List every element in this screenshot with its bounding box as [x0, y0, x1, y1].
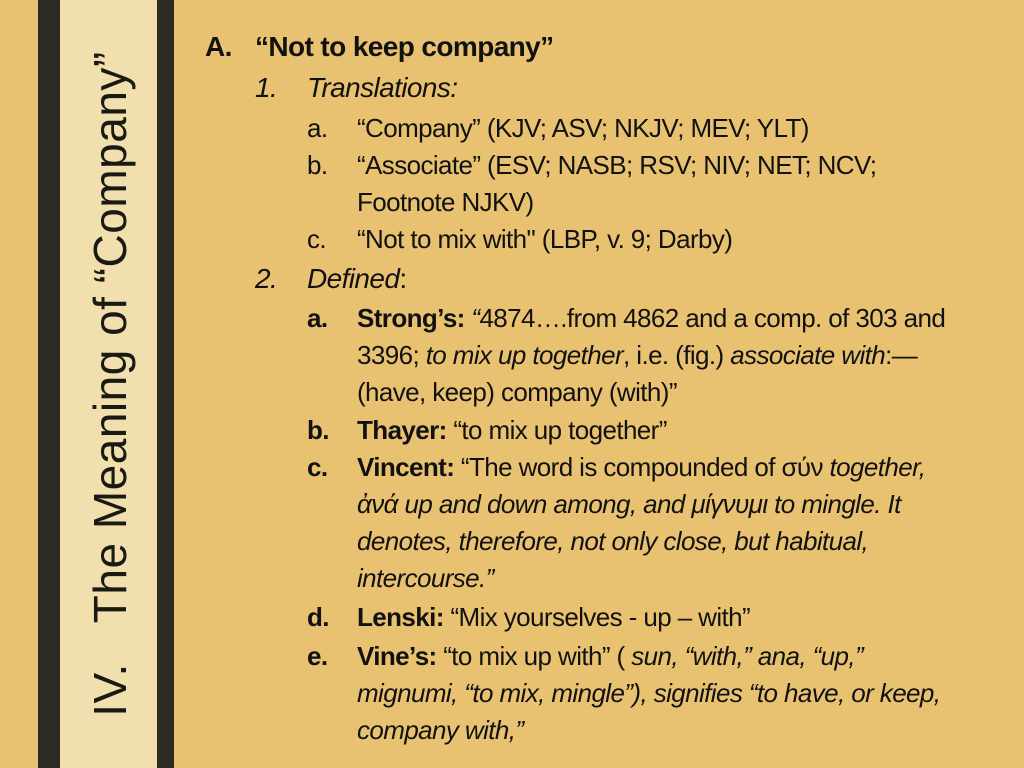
vincent-text-1a: “The word is compounded of σύν: [454, 452, 830, 482]
translation-item-b-text: “Associate” (ESV; NASB; RSV; NIV; NET; NCV;: [357, 150, 877, 180]
translation-item-b-label: b.: [307, 150, 328, 180]
vines-line-1-text: [357, 638, 863, 675]
vincent-text-3: denotes, therefore, not only close, but habitual,: [357, 526, 869, 556]
section-title: “Not to keep company”: [255, 31, 554, 62]
vincent-text-1b: together,: [829, 452, 926, 482]
translation-item-b-text-2: Footnote NJKV): [357, 187, 534, 217]
strongs-text-2c: , i.e. (fig.): [623, 340, 731, 370]
lenski-source: Lenski:: [357, 602, 444, 632]
vines-text-1a: “to mix up with” (: [436, 641, 625, 671]
vincent-text-4: intercourse.”: [357, 563, 494, 593]
thayer-line-text: [357, 412, 667, 449]
translation-item-c-text: “Not to mix with" (LBP, v. 9; Darby): [357, 224, 733, 254]
thayer-label: b.: [307, 415, 329, 445]
strongs-text-2a: 3396;: [357, 340, 426, 370]
defined-title-wrap: [307, 260, 407, 297]
strongs-text-2d: associate with: [730, 340, 886, 370]
lenski-text: “Mix yourselves - up – with”: [443, 602, 751, 632]
strongs-text-2e: :—: [885, 340, 918, 370]
side-title-number: IV.: [84, 663, 136, 717]
defined-label: 2.: [255, 263, 278, 294]
side-title-text: The Meaning of “Company”: [84, 51, 136, 624]
strongs-text-1: 4874….from 4862 and a comp. of 303 and: [479, 303, 946, 333]
strongs-text-3: (have, keep) company (with)”: [357, 377, 677, 407]
strongs-source: Strong’s:: [357, 303, 465, 333]
strongs-text-2b: to mix up together: [425, 340, 624, 370]
defined-colon: :: [399, 263, 407, 294]
lenski-label: d.: [307, 602, 329, 632]
defined-title: Defined: [307, 263, 400, 294]
translations-title: Translations:: [307, 72, 458, 103]
translation-item-a-text: “Company” (KJV; ASV; NKJV; MEV; YLT): [357, 113, 809, 143]
strongs-line-2-text: [357, 337, 917, 374]
vines-source: Vine’s:: [357, 641, 437, 671]
strongs-open-quote: “: [464, 303, 480, 333]
vincent-line-1-text: [357, 449, 925, 486]
section-label: A.: [205, 31, 232, 62]
vines-text-3: company with,”: [357, 715, 524, 745]
vincent-text-2: ἀνά up and down among, and μίγνυμι to mingle. It: [357, 489, 901, 519]
vincent-label: c.: [307, 452, 328, 482]
translation-item-a-label: a.: [307, 113, 328, 143]
translation-item-c-label: c.: [307, 224, 327, 254]
vincent-source: Vincent:: [357, 452, 455, 482]
lenski-line-text: [357, 599, 750, 636]
translations-label: 1.: [255, 72, 278, 103]
strongs-label: a.: [307, 303, 328, 333]
thayer-source: Thayer:: [357, 415, 447, 445]
vines-text-2: mignumi, “to mix, mingle”), signifies “to have, or keep,: [357, 678, 941, 708]
vines-text-1b: sun, “with,” ana, “up,”: [624, 641, 864, 671]
strongs-line-1-text: [357, 300, 945, 337]
vines-label: e.: [307, 641, 328, 671]
thayer-text: “to mix up together”: [446, 415, 667, 445]
